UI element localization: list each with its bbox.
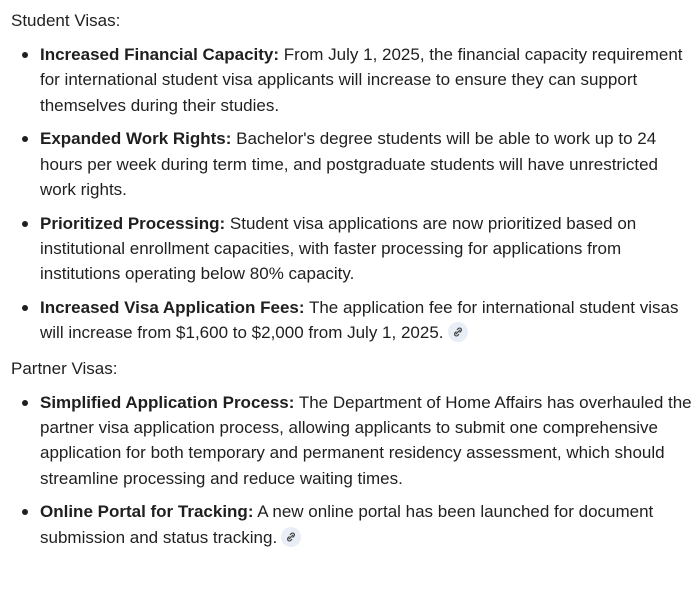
- item-text: The application fee for international student visas will increase from $1,600 to $2,000 from July 1, 2025.: [40, 298, 679, 343]
- item-text: Bachelor's degree students will be able to work up to 24 hours per week during term time, and postgraduate students will have unrestricted work rights.: [40, 129, 658, 199]
- bullet-dot: [22, 305, 28, 311]
- item-text: Student visa applications are now prioritized based on institutional enrollment capacities, with faster processing for applications from institutions operating below 80% capacity.: [40, 213, 637, 284]
- list-item: [11, 390, 692, 491]
- bullet-dot: [22, 221, 28, 227]
- list-item: [11, 211, 692, 287]
- list-item: [11, 499, 692, 550]
- item-text: The Department of Home Affairs has overhauled the partner visa application process, allowing applicants to submit one comprehensive application for both temporary and permanent residency assessment, which should streamline processing and reduce waiting times.: [40, 392, 692, 488]
- bullet-dot: [22, 136, 28, 142]
- list-item: [11, 126, 692, 202]
- student-visas-list: [11, 42, 692, 346]
- bullet-dot: [22, 52, 28, 58]
- bullet-dot: [22, 400, 28, 406]
- list-item: [11, 295, 692, 346]
- item-text: A new online portal has been launched for document submission and status tracking.: [40, 502, 654, 547]
- item-title: Expanded Work Rights:: [40, 129, 232, 149]
- item-title: Increased Financial Capacity:: [40, 45, 280, 64]
- item-title: Increased Visa Application Fees:: [40, 298, 305, 318]
- partner-visas-list: [11, 390, 692, 550]
- link-icon: [453, 327, 463, 337]
- bullet-dot: [22, 509, 28, 515]
- source-link-button[interactable]: [281, 527, 301, 547]
- item-text: From July 1, 2025, the financial capacity requirement for international student visa applicants will increase to ensure they can support themselves during their studies.: [40, 45, 683, 115]
- link-icon: [286, 532, 296, 542]
- section-heading-partner-visas: Partner Visas:: [11, 358, 118, 378]
- list-item: [11, 42, 692, 118]
- item-title: Prioritized Processing:: [40, 213, 226, 233]
- item-title: Simplified Application Process:: [40, 392, 295, 412]
- section-heading-student-visas: Student Visas:: [11, 11, 121, 30]
- source-link-button[interactable]: [448, 322, 468, 342]
- item-title: Online Portal for Tracking:: [40, 502, 254, 522]
